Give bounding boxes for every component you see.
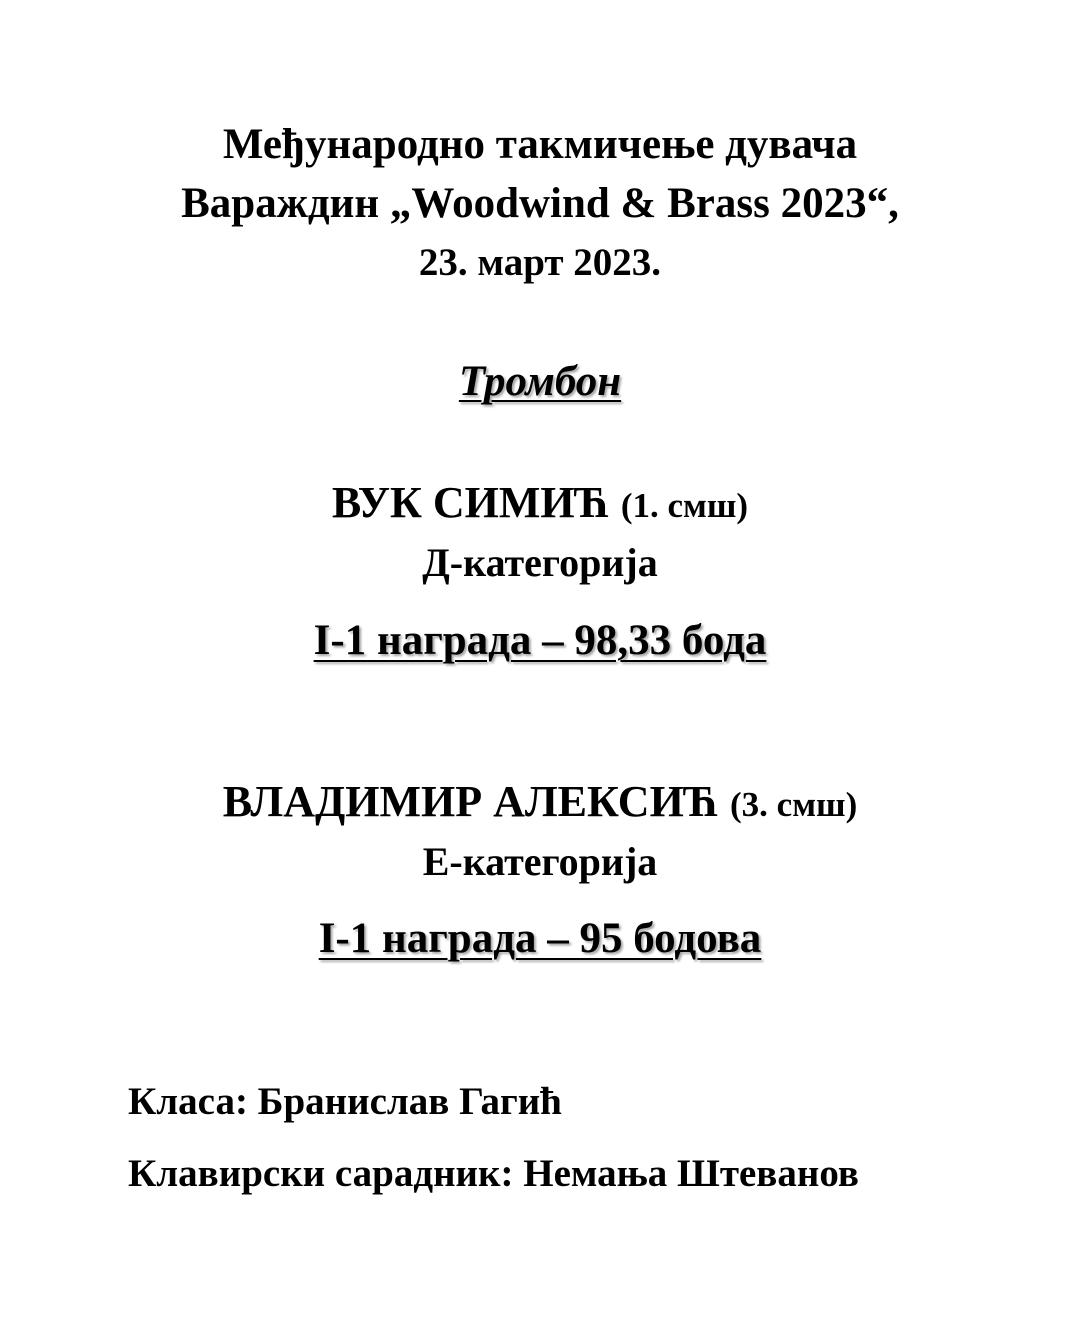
competition-date: 23. март 2023. bbox=[418, 241, 662, 284]
instrument-heading: Тромбон bbox=[458, 358, 622, 405]
participant-school: (3. смш) bbox=[730, 785, 858, 824]
piano-accompanist: Клавирски сарадник: Немања Штеванов bbox=[128, 1152, 859, 1195]
competition-title: Међународно такмичење дувача bbox=[222, 121, 858, 168]
participant-name: ВУК СИМИЋ bbox=[331, 478, 610, 527]
participant-award: I-1 награда – 95 бодова bbox=[318, 915, 762, 962]
participant-award: I-1 награда – 98,33 бода bbox=[313, 617, 767, 664]
participant-name: ВЛАДИМИР АЛЕКСИЋ bbox=[222, 777, 720, 826]
participant-category: Е-категорија bbox=[422, 839, 658, 884]
participant-name-line bbox=[0, 773, 1080, 834]
participant-name-line bbox=[0, 474, 1080, 535]
participant-category: Д-категорија bbox=[422, 540, 658, 585]
participant-school: (1. смш) bbox=[620, 486, 749, 525]
teacher-class: Класа: Бранислав Гагић bbox=[128, 1080, 562, 1123]
competition-location: Вараждин „Woodwind & Brass 2023“, bbox=[181, 180, 899, 227]
